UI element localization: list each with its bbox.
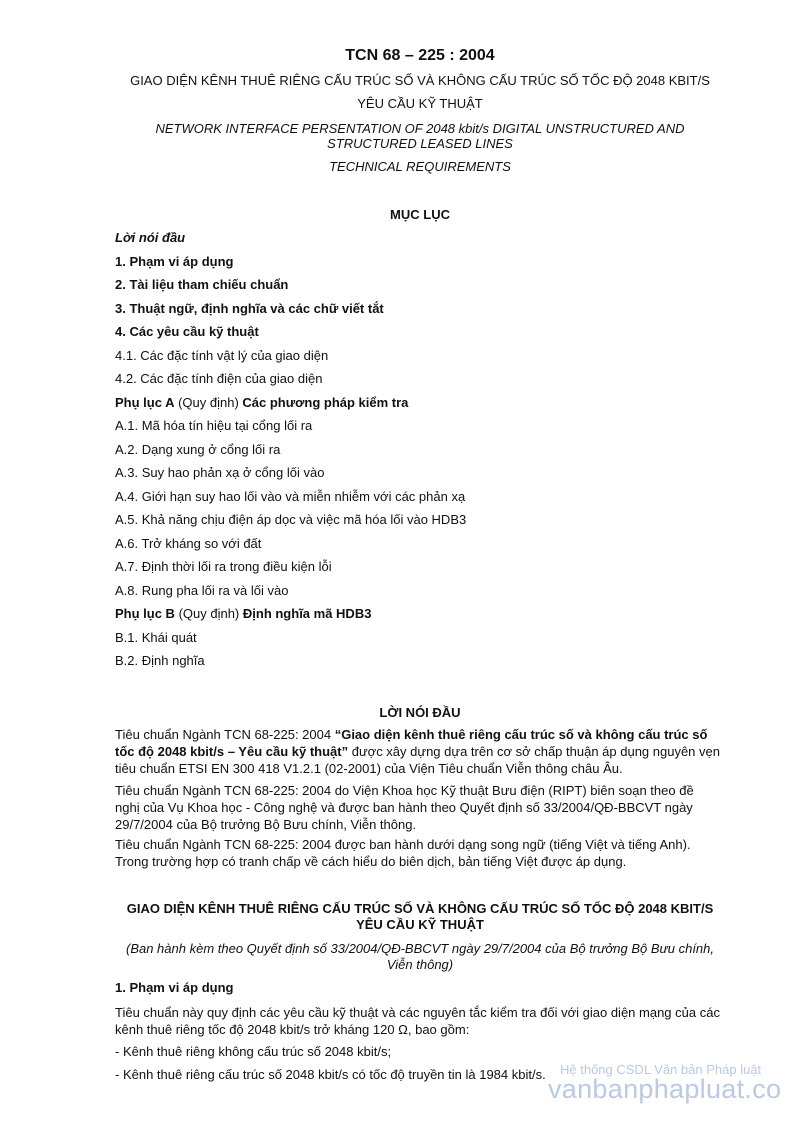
body-title-line2: YÊU CẦU KỸ THUẬT <box>356 917 484 932</box>
toc-appendix-a-title: Các phương pháp kiểm tra <box>242 395 409 410</box>
toc-a1: A.1. Mã hóa tín hiệu tại cổng lối ra <box>115 418 313 433</box>
foreword-paragraph-1 <box>115 726 720 777</box>
foreword-heading: LỜI NÓI ĐẦU <box>379 705 461 720</box>
toc-a3: A.3. Suy hao phản xạ ở cổng lối vào <box>115 465 325 480</box>
toc-foreword: Lời nói đầu <box>115 230 186 245</box>
toc-b2: B.2. Định nghĩa <box>115 653 205 668</box>
body-title-line1: GIAO DIỆN KÊNH THUÊ RIÊNG CẤU TRÚC SỐ VÀ KHÔNG CẤU TRÚC SỐ TỐC ĐỘ 2048 KBIT/S <box>126 901 714 916</box>
toc-section-4-1: 4.1. Các đặc tính vật lý của giao diện <box>115 348 329 363</box>
title-en-line1: NETWORK INTERFACE PERSENTATION OF 2048 kbit/s DIGITAL UNSTRUCTURED AND <box>155 121 685 136</box>
toc-section-2: 2. Tài liệu tham chiếu chuẩn <box>115 277 289 292</box>
watermark-site: vanbanphapluat.co <box>548 1074 782 1104</box>
toc-section-4-2: 4.2. Các đặc tính điện của giao diện <box>115 371 323 386</box>
body-section-1-item-1: - Kênh thuê riêng không cấu trúc số 2048 kbit/s; <box>115 1044 392 1059</box>
toc-appendix-a-type: (Quy định) <box>174 395 243 410</box>
toc-section-4: 4. Các yêu cầu kỹ thuật <box>115 324 259 339</box>
body-section-1-item-2: - Kênh thuê riêng cấu trúc số 2048 kbit/s có tốc độ truyền tin là 1984 kbit/s. <box>115 1067 546 1082</box>
standard-code: TCN 68 – 225 : 2004 <box>345 47 495 64</box>
toc-b1: B.1. Khái quát <box>115 630 197 645</box>
foreword-paragraph-3: Tiêu chuẩn Ngành TCN 68-225: 2004 được ban hành dưới dạng song ngữ (tiếng Việt và tiếng Anh). Trong trường hợp có tranh chấp về cách hiểu do biên dịch, bản tiếng Việt được áp dụng. <box>115 837 691 869</box>
toc-heading: MỤC LỤC <box>390 207 450 222</box>
toc-section-1: 1. Phạm vi áp dụng <box>115 254 234 269</box>
body-issued-line1: (Ban hành kèm theo Quyết định số 33/2004/QĐ-BBCVT ngày 29/7/2004 của Bộ trưởng Bộ Bưu chính, <box>125 941 715 956</box>
foreword-p1-start: Tiêu chuẩn Ngành TCN 68-225: 2004 <box>115 727 335 742</box>
toc-appendix-b-type: (Quy định) <box>174 606 243 621</box>
toc-a7: A.7. Định thời lối ra trong điều kiện lỗi <box>115 559 332 574</box>
toc-a6: A.6. Trở kháng so với đất <box>115 536 262 551</box>
toc-appendix-b-label: Phụ lục B <box>115 606 175 621</box>
foreword-p1-end: được xây dựng dựa trên cơ sở chấp thuận áp dụng nguyên vẹn tiêu chuẩn ETSI EN 300 418 V1.2.1 (02-2001) của Viện Tiêu chuẩn Viễn thông châu Âu. <box>115 744 720 776</box>
subtitle-en: TECHNICAL REQUIREMENTS <box>329 159 511 174</box>
toc-a4: A.4. Giới hạn suy hao lối vào và miễn nhiễm với các phản xạ <box>115 489 466 504</box>
toc-appendix-b-title: Định nghĩa mã HDB3 <box>242 606 372 621</box>
toc-a8: A.8. Rung pha lối ra và lối vào <box>115 583 289 598</box>
subtitle-vi: YÊU CẦU KỸ THUẬT <box>357 96 483 111</box>
toc-a5: A.5. Khả năng chịu điện áp dọc và việc mã hóa lối vào HDB3 <box>115 512 467 527</box>
foreword-paragraph-2: Tiêu chuẩn Ngành TCN 68-225: 2004 do Viện Khoa học Kỹ thuật Bưu điện (RIPT) biên soạn theo đề nghị của Vụ Khoa học - Công nghệ và được ban hành theo Quyết định số 33/2004/QĐ-BBCVT ngày 29/7/2004 của Bộ trưởng Bộ Bưu chính, Viễn thông. <box>115 783 694 832</box>
body-issued-line2: Viễn thông) <box>386 957 454 972</box>
title-en-line2: STRUCTURED LEASED LINES <box>327 136 513 151</box>
toc-appendix-b <box>115 606 371 622</box>
toc-section-3: 3. Thuật ngữ, định nghĩa và các chữ viết tắt <box>115 301 384 316</box>
toc-a2: A.2. Dạng xung ở cổng lối ra <box>115 442 281 457</box>
title-vi: GIAO DIỆN KÊNH THUÊ RIÊNG CẤU TRÚC SỐ VÀ KHÔNG CẤU TRÚC SỐ TỐC ĐỘ 2048 KBIT/S <box>130 73 710 88</box>
body-section-1-paragraph: Tiêu chuẩn này quy định các yêu cầu kỹ thuật và các nguyên tắc kiểm tra đối với giao diện mạng của các kênh thuê riêng tốc độ 2048 kbit/s trở kháng 120 Ω, bao gồm: <box>115 1005 720 1037</box>
watermark-caption: Hệ thống CSDL Văn bản Pháp luật <box>560 1062 762 1077</box>
toc-appendix-a-label: Phụ lục A <box>115 395 175 410</box>
body-section-1-heading: 1. Phạm vi áp dụng <box>115 980 234 995</box>
toc-appendix-a <box>115 395 408 411</box>
foreword-p1-quoted-title: “Giao diện kênh thuê riêng cấu trúc số và không cấu trúc số tốc độ 2048 kbit/s – Yêu cầu kỹ thuật” <box>115 727 708 759</box>
